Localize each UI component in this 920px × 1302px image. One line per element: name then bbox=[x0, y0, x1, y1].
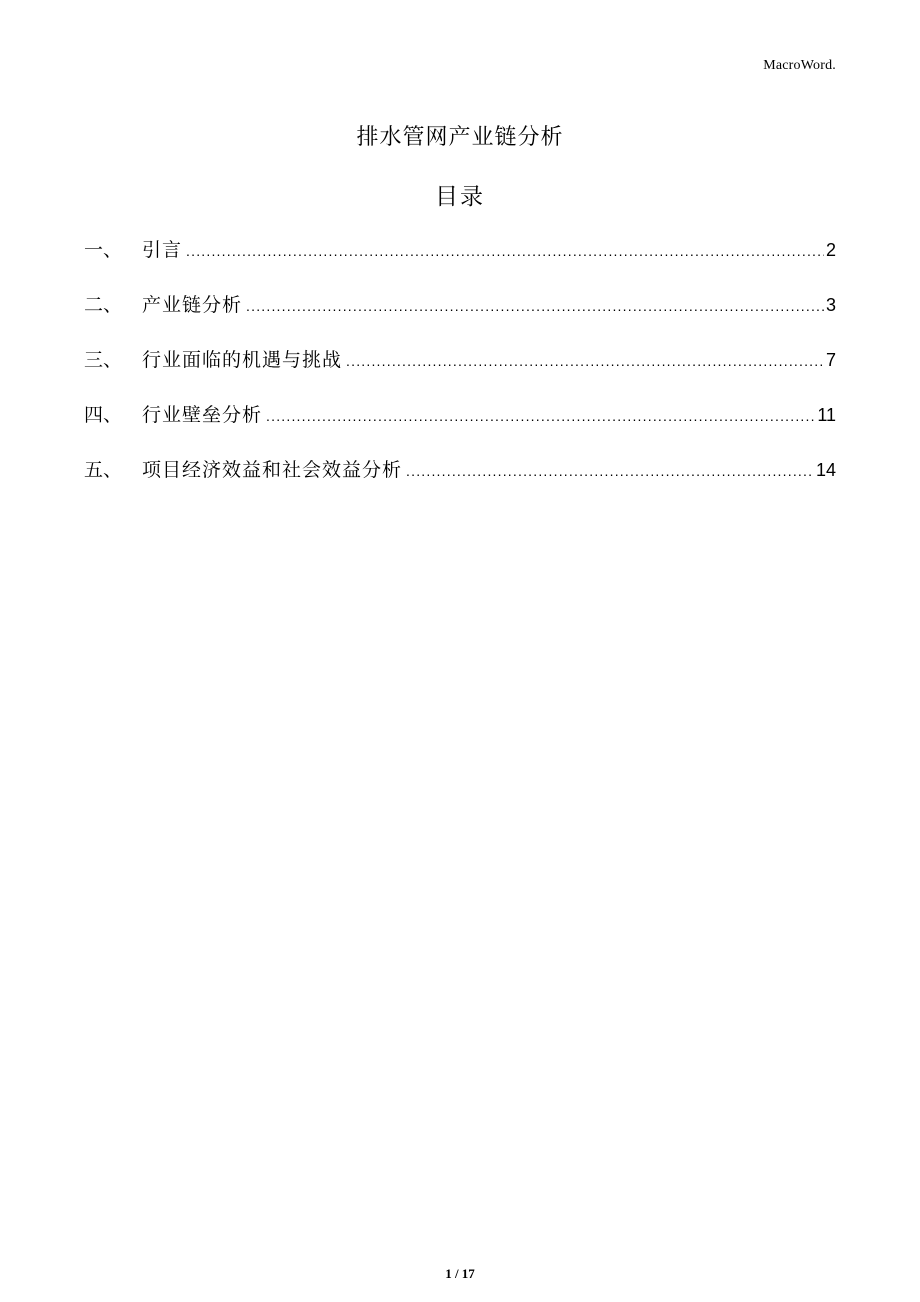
toc-entry-barriers[interactable] bbox=[84, 397, 836, 452]
toc-entry-page: 2 bbox=[825, 240, 836, 260]
toc-entry-page: 11 bbox=[817, 405, 836, 425]
toc-entry-industry-chain[interactable] bbox=[84, 287, 836, 342]
toc-entry-label: 项目经济效益和社会效益分析 bbox=[142, 459, 403, 481]
toc-entry-page: 14 bbox=[815, 460, 836, 480]
toc-entry-number: 二、 bbox=[84, 294, 123, 316]
toc-entry-page: 7 bbox=[825, 350, 836, 370]
toc-entry-opportunities[interactable] bbox=[84, 342, 836, 397]
header-brand: MacroWord. bbox=[763, 58, 836, 73]
toc-dot-leader bbox=[246, 288, 824, 324]
toc-entry-number: 一、 bbox=[84, 239, 123, 261]
toc-entry-number: 五、 bbox=[84, 459, 123, 481]
toc-heading: 目录 bbox=[435, 184, 485, 210]
toc-entry-introduction[interactable] bbox=[84, 232, 836, 287]
toc-dot-leader bbox=[406, 453, 814, 489]
toc-entry-label: 产业链分析 bbox=[142, 294, 243, 316]
toc-dot-leader bbox=[186, 233, 824, 269]
table-of-contents bbox=[84, 232, 836, 507]
toc-dot-leader bbox=[266, 398, 815, 434]
toc-entry-label: 行业壁垒分析 bbox=[142, 404, 263, 426]
toc-dot-leader bbox=[346, 343, 824, 379]
toc-entry-label: 行业面临的机遇与挑战 bbox=[142, 349, 343, 371]
toc-entry-number: 四、 bbox=[84, 404, 123, 426]
document-title: 排水管网产业链分析 bbox=[356, 125, 564, 150]
toc-entry-benefits[interactable] bbox=[84, 452, 836, 507]
toc-entry-number: 三、 bbox=[84, 349, 123, 371]
toc-entry-page: 3 bbox=[825, 295, 836, 315]
toc-entry-label: 引言 bbox=[142, 239, 183, 261]
page-number: 1 / 17 bbox=[445, 1266, 475, 1281]
